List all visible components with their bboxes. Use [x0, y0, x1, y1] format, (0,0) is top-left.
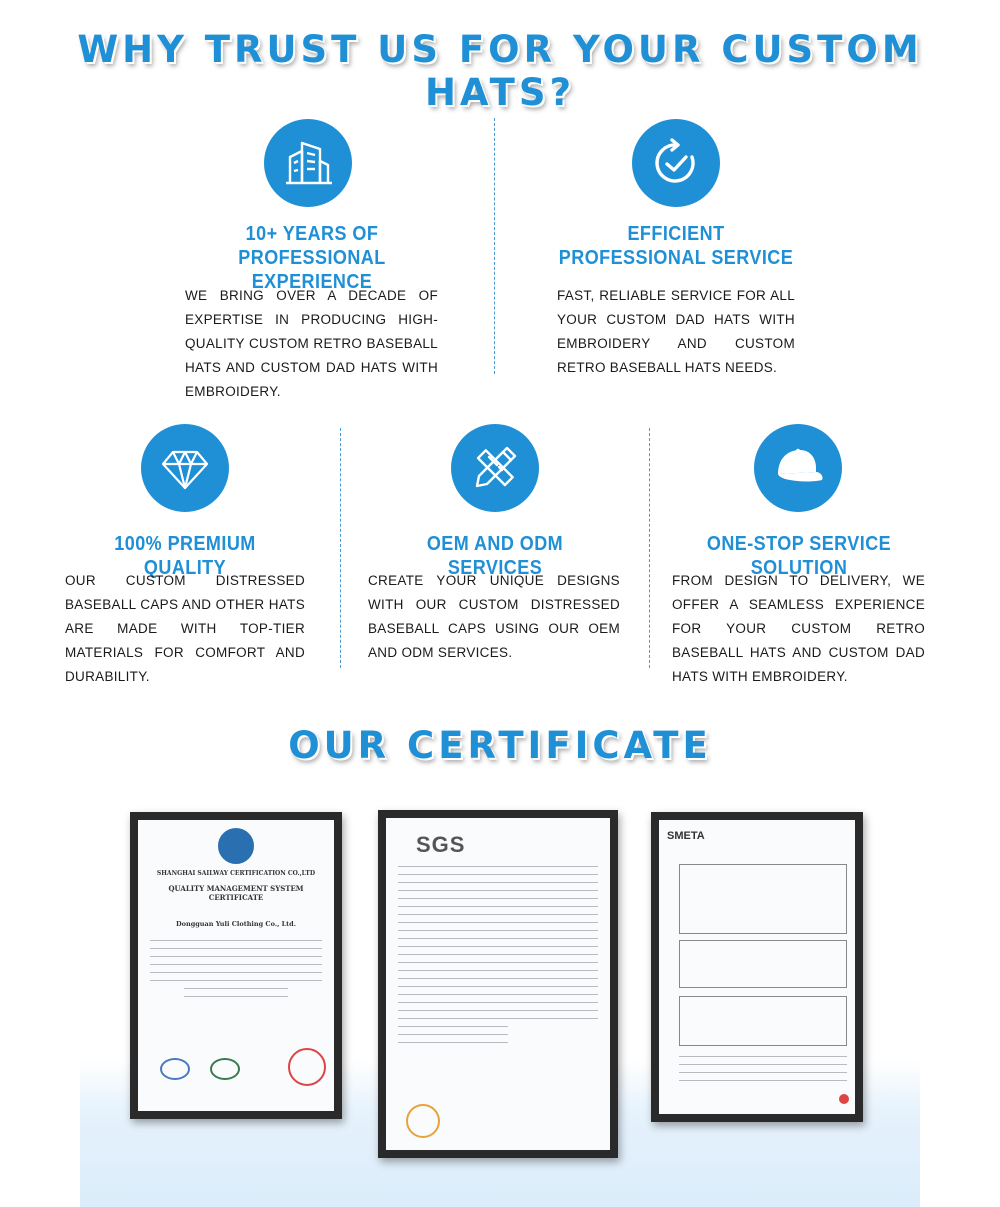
feature-title-oem-odm: OEM AND ODM SERVICES	[426, 533, 564, 579]
certificate-frame-smeta	[651, 812, 863, 1122]
smeta-logo: SMETA	[667, 830, 705, 842]
feature-title-one-stop: ONE-STOP SERVICE SOLUTION	[706, 533, 892, 579]
certificate-company: Dongguan Yuli Clothing Co., Ltd.	[176, 920, 296, 928]
diamond-icon	[141, 424, 229, 512]
why-trust-heading: WHY TRUST US FOR YOUR CUSTOM HATS?	[77, 28, 923, 114]
feature-title-service: EFFICIENT PROFESSIONAL SERVICE	[558, 223, 794, 269]
divider-right	[649, 428, 650, 668]
feature-title-quality: 100% PREMIUM QUALITY	[114, 533, 256, 579]
certificate-frame-sgs	[378, 810, 618, 1158]
building-icon	[264, 119, 352, 207]
sgs-stamp-icon	[406, 1104, 440, 1138]
certificate-title: QUALITY MANAGEMENT SYSTEM CERTIFICATE	[168, 884, 304, 902]
iaf-seal-icon	[160, 1058, 190, 1080]
red-mark-icon	[839, 1094, 849, 1104]
pencil-ruler-icon	[451, 424, 539, 512]
red-stamp-icon	[288, 1048, 326, 1086]
feature-desc-quality: OUR CUSTOM DISTRESSED BASEBALL CAPS AND OTHER HATS ARE MADE WITH TOP-TIER MATERIALS FOR COMFORT AND DURABILITY.	[65, 573, 305, 684]
certificate-heading: OUR CERTIFICATE	[288, 724, 712, 767]
feature-title-experience: 10+ YEARS OF PROFESSIONAL EXPERIENCE	[238, 223, 386, 293]
cnas-seal-icon	[210, 1058, 240, 1080]
certificate-issuer: SHANGHAI SAILWAY CERTIFICATION CO.,LTD	[156, 870, 316, 877]
certificate-sheet	[386, 818, 610, 1150]
sailway-logo-icon	[218, 828, 254, 864]
feature-desc-one-stop: FROM DESIGN TO DELIVERY, WE OFFER A SEAMLESS EXPERIENCE FOR YOUR CUSTOM RETRO BASEBALL HATS AND CUSTOM DAD HATS WITH EMBROIDERY.	[672, 573, 925, 684]
divider-top	[494, 118, 495, 374]
sgs-logo: SGS	[416, 832, 466, 857]
feature-desc-service: FAST, RELIABLE SERVICE FOR ALL YOUR CUSTOM DAD HATS WITH EMBROIDERY AND CUSTOM RETRO BASEBALL HATS NEEDS.	[557, 288, 795, 375]
certificate-frame-quality	[130, 812, 342, 1119]
certificate-sheet	[659, 820, 855, 1114]
divider-left	[340, 428, 341, 668]
baseball-cap-icon	[754, 424, 842, 512]
feature-desc-oem-odm: CREATE YOUR UNIQUE DESIGNS WITH OUR CUSTOM DISTRESSED BASEBALL CAPS USING OUR OEM AND ODM SERVICES.	[368, 573, 620, 660]
certificate-sheet	[138, 820, 334, 1111]
feature-desc-experience: WE BRING OVER A DECADE OF EXPERTISE IN PRODUCING HIGH-QUALITY CUSTOM RETRO BASEBALL HATS AND CUSTOM DAD HATS WITH EMBROIDERY.	[185, 288, 438, 399]
refresh-check-icon	[632, 119, 720, 207]
